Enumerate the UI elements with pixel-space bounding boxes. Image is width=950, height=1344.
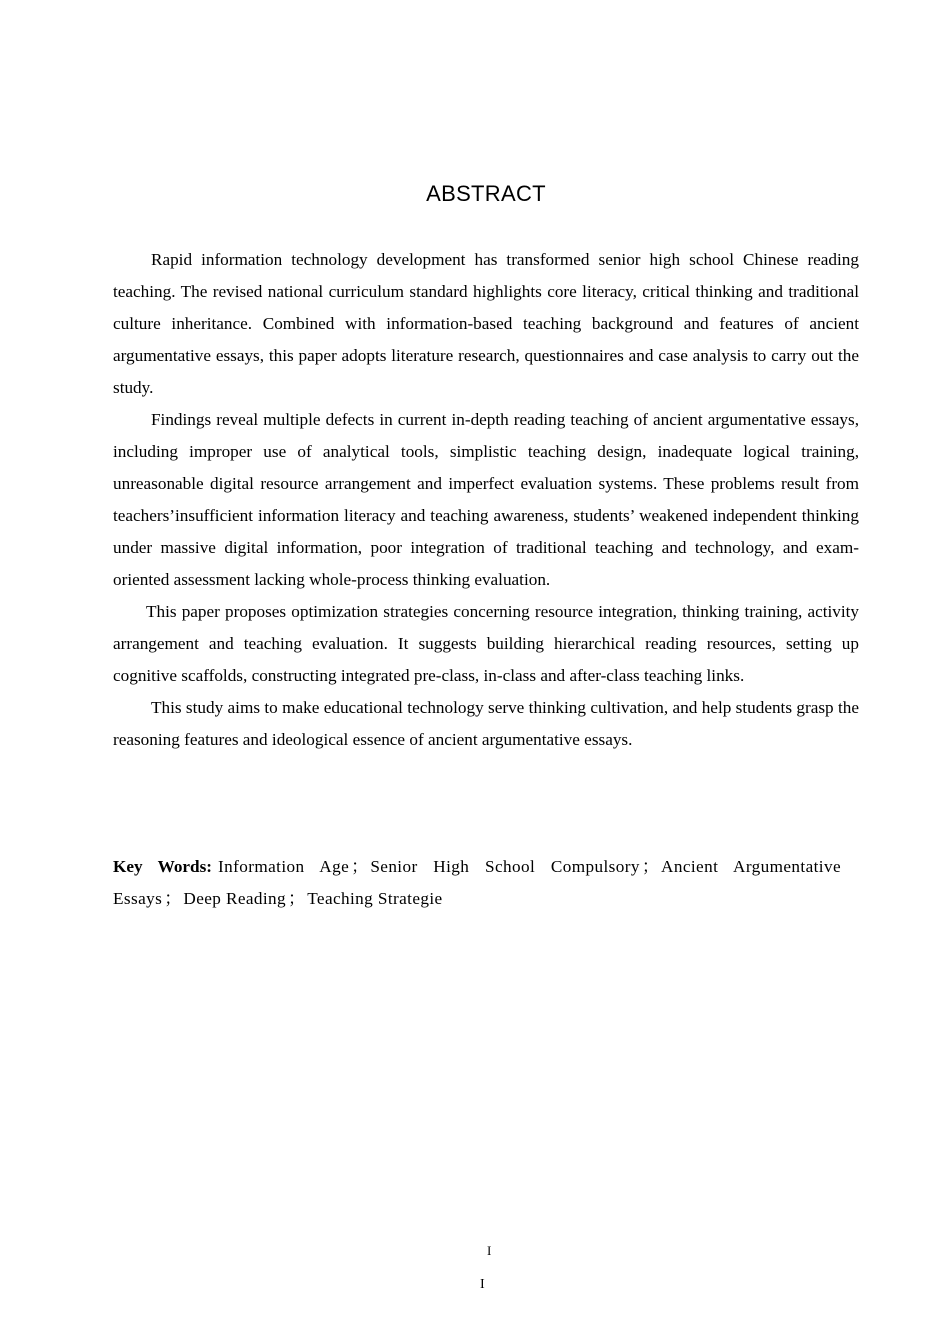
abstract-paragraph: Findings reveal multiple defects in current in-depth reading teaching of ancient argumentative essays, including improper use of analytical tools, simplistic teaching design, inadequate logical training, unreasonable digital resource arrangement and imperfect evaluation systems. These problems result from teachers’insufficient information literacy and teaching awareness, students’ weakened independent thinking under massive digital information, poor integration of traditional teaching and technology, and exam-oriented assessment lacking whole-process thinking evaluation. [113, 410, 859, 589]
abstract-paragraph: Rapid information technology development has transformed senior high school Chinese reading teaching. The revised national curriculum standard highlights core literacy, critical thinking and traditional culture inheritance. Combined with information-based teaching background and features of ancient argumentative essays, this paper adopts literature research, questionnaires and case analysis to carry out the study. [113, 250, 859, 397]
keyword-separator: ； [288, 889, 306, 908]
keyword-item: Teaching Strategie [307, 889, 443, 908]
keywords-label: Key Words: [113, 857, 213, 876]
abstract-body [113, 244, 859, 756]
page-number: I [480, 1277, 485, 1292]
keyword-item: Information Age [218, 857, 350, 876]
keyword-item: Senior High School Compulsory [370, 857, 640, 876]
abstract-heading: ABSTRACT [426, 181, 546, 206]
keyword-item: Deep Reading [183, 889, 287, 908]
keyword-separator: ； [641, 857, 660, 876]
keyword-item: Ancient Argumentative Essays [113, 857, 841, 908]
keyword-separator: ； [351, 857, 369, 876]
page-number: I [487, 1243, 492, 1258]
abstract-paragraph: This paper proposes optimization strategies concerning resource integration, thinking training, activity arrangement and teaching evaluation. It suggests building hierarchical reading resources, setting up cognitive scaffolds, constructing integrated pre-class, in-class and after-class teaching links. [113, 602, 859, 685]
abstract-paragraph: This study aims to make educational technology serve thinking cultivation, and help students grasp the reasoning features and ideological essence of ancient argumentative essays. [113, 698, 859, 749]
keyword-separator: ； [164, 889, 182, 908]
keywords-section [113, 851, 859, 915]
